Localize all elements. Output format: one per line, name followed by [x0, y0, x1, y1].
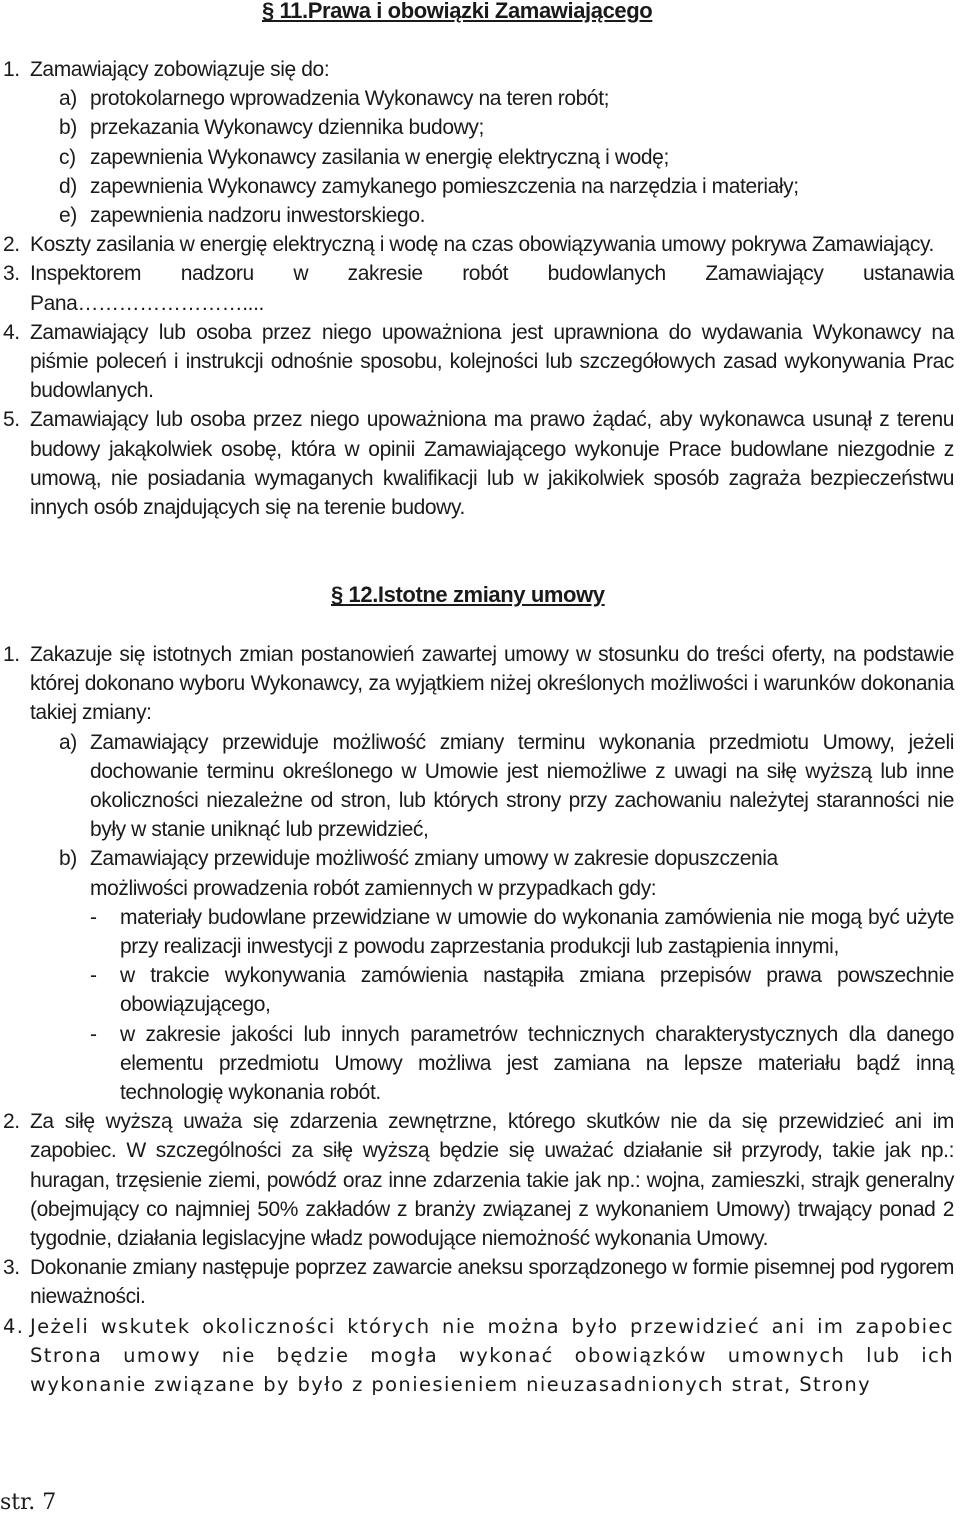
- item-text: Dokonanie zmiany następuje poprzez zawarcie aneksu sporządzonego w formie pisemnej pod rygorem nieważności.: [30, 1256, 954, 1309]
- sub-item: [0, 172, 960, 201]
- item-number: 4.: [3, 1314, 25, 1338]
- item-text: Zamawiający zobowiązuje się do:: [30, 58, 330, 81]
- item-number: 2.: [3, 233, 20, 257]
- sub-item-label: b): [59, 847, 77, 871]
- item-number: 5.: [3, 408, 20, 432]
- item-text: Jeżeli wskutek okoliczności których nie można było przewidzieć ani im zapobiec Strona umowy nie będzie mogła wykonać obowiązków umownych lub ich wykonanie związane by było z poniesieniem nieuzasadnionych strat, Strony: [30, 1314, 954, 1397]
- sub-item-text: protokolarnego wprowadzenia Wykonawcy na teren robót;: [90, 87, 610, 111]
- list-item: [0, 640, 960, 728]
- item-number: 4.: [3, 320, 20, 344]
- sub-item-text: zapewnienia nadzoru inwestorskiego.: [90, 204, 426, 228]
- list-item: [0, 1253, 960, 1311]
- sub-item: [0, 84, 960, 113]
- section-11-list: [0, 55, 960, 522]
- page-number: str. 7: [0, 1490, 57, 1515]
- sub-item: [0, 113, 960, 142]
- list-item: [0, 55, 960, 84]
- item-text: Koszty zasilania w energię elektryczną i wodę na czas obowiązywania umowy pokrywa Zamawiający.: [30, 233, 934, 257]
- sub-item-label: d): [59, 174, 77, 198]
- sub-item-text: zapewnienia Wykonawcy zamykanego pomieszczenia na narzędzia i materiały;: [90, 174, 799, 198]
- item-text: Zakazuje się istotnych zmian postanowień zawartej umowy w stosunku do treści oferty, na podstawie której dokonano wyboru Wykonawcy, za wyjątkiem niżej określonych możliwości i warunków dokonania takiej zmiany:: [30, 643, 954, 725]
- section-12-list: [0, 640, 960, 1399]
- sub-item-text: możliwości prowadzenia robót zamiennych w przypadkach gdy:: [90, 876, 657, 900]
- sub-item-text: przekazania Wykonawcy dziennika budowy;: [90, 116, 484, 140]
- sub-item: [0, 728, 960, 845]
- section-11-heading: § 11.Prawa i obowiązki Zamawiającego: [262, 0, 653, 23]
- sub-item-label: e): [59, 204, 77, 228]
- dash-mark: -: [90, 964, 97, 988]
- sub-item-text: Zamawiający przewiduje możliwość zmiany terminu wykonania przedmiotu Umowy, jeżeli dochowanie terminu określonego w Umowie jest niemożliwe z uwagi na siłę wyższą lub inne okoliczności niezależne od stron, lub których strony przy zachowaniu należytej staranności nie były w stanie uniknąć lub przewidzieć,: [90, 730, 954, 842]
- dash-item-text: w trakcie wykonywania zamówienia nastąpiła zmiana przepisów prawa powszechnie obowiązującego,: [120, 964, 954, 1017]
- dash-item: [0, 961, 960, 1019]
- sub-item-label: b): [59, 116, 77, 140]
- sub-item: [0, 844, 960, 873]
- sub-item-continuation: [0, 874, 960, 903]
- list-item: [0, 1107, 960, 1253]
- item-text: Zamawiający lub osoba przez niego upoważniona jest uprawniona do wydawania Wykonawcy na piśmie poleceń i instrukcji odnośnie sposobu, kolejności lub szczegółowych zasad wykonywania Prac budowlanych.: [30, 320, 954, 403]
- item-text: Za siłę wyższą uważa się zdarzenia zewnętrzne, którego skutków nie da się przewidzieć ani im zapobiec. W szczególności za siłę wyższą będzie się uważać działanie sił przyrody, takie jak np.: huragan, trzęsienie ziemi, powódź oraz inne zdarzenia takie jak np.: wojna, zamieszki, strajk generalny (obejmujący co najmniej 50% zakładów z branży związanej z wykonaniem Umowy) trwający ponad 2 tygodnie, działania legislacyjne władz powodujące niemożność wykonania Umowy.: [30, 1110, 954, 1251]
- dash-item: [0, 1020, 960, 1108]
- list-item: [0, 230, 960, 259]
- item-text: Zamawiający lub osoba przez niego upoważniona ma prawo żądać, aby wykonawca usunął z terenu budowy jakąkolwiek osobę, która w opinii Zamawiającego wykonuje Prace budowlane niezgodnie z umową, nie posiadania wymaganych kwalifikacji lub w jakikolwiek sposób zagraża bezpieczeństwu innych osób znajdujących się na terenie budowy.: [30, 408, 954, 520]
- sub-item-label: a): [59, 87, 77, 111]
- item-number: 3.: [3, 262, 20, 286]
- item-number: 2.: [3, 1110, 20, 1134]
- sub-item: [0, 143, 960, 172]
- sub-item-text: Zamawiający przewiduje możliwość zmiany umowy w zakresie dopuszczenia: [90, 847, 778, 871]
- sub-item: [0, 201, 960, 230]
- list-item: [0, 259, 960, 317]
- item-number: 1.: [3, 58, 20, 81]
- item-number: 1.: [3, 643, 20, 666]
- list-item: [0, 405, 960, 522]
- dash-item: [0, 903, 960, 961]
- dash-item-text: w zakresie jakości lub innych parametrów technicznych charakterystycznych dla danego elementu przedmiotu Umowy możliwa jest zamiana na lepsze materiału bądź inną technologię wykonania robót.: [120, 1022, 954, 1105]
- item-text: Inspektorem nadzoru w zakresie robót budowlanych Zamawiający ustanawia Pana……………………....: [30, 262, 954, 315]
- dash-mark: -: [90, 905, 97, 929]
- sub-item-text: zapewnienia Wykonawcy zasilania w energię elektryczną i wodę;: [90, 145, 669, 169]
- sub-item-label: a): [59, 730, 77, 754]
- sub-item-label: c): [59, 145, 76, 169]
- item-number: 3.: [3, 1256, 20, 1280]
- list-item: [0, 318, 960, 406]
- section-12-heading: § 12.Istotne zmiany umowy: [331, 582, 605, 607]
- list-item: [0, 1312, 960, 1400]
- dash-item-text: materiały budowlane przewidziane w umowie do wykonania zamówienia nie mogą być użyte przy realizacji inwestycji z powodu zaprzestania produkcji lub zastąpienia innymi,: [120, 905, 954, 959]
- dash-mark: -: [90, 1022, 97, 1046]
